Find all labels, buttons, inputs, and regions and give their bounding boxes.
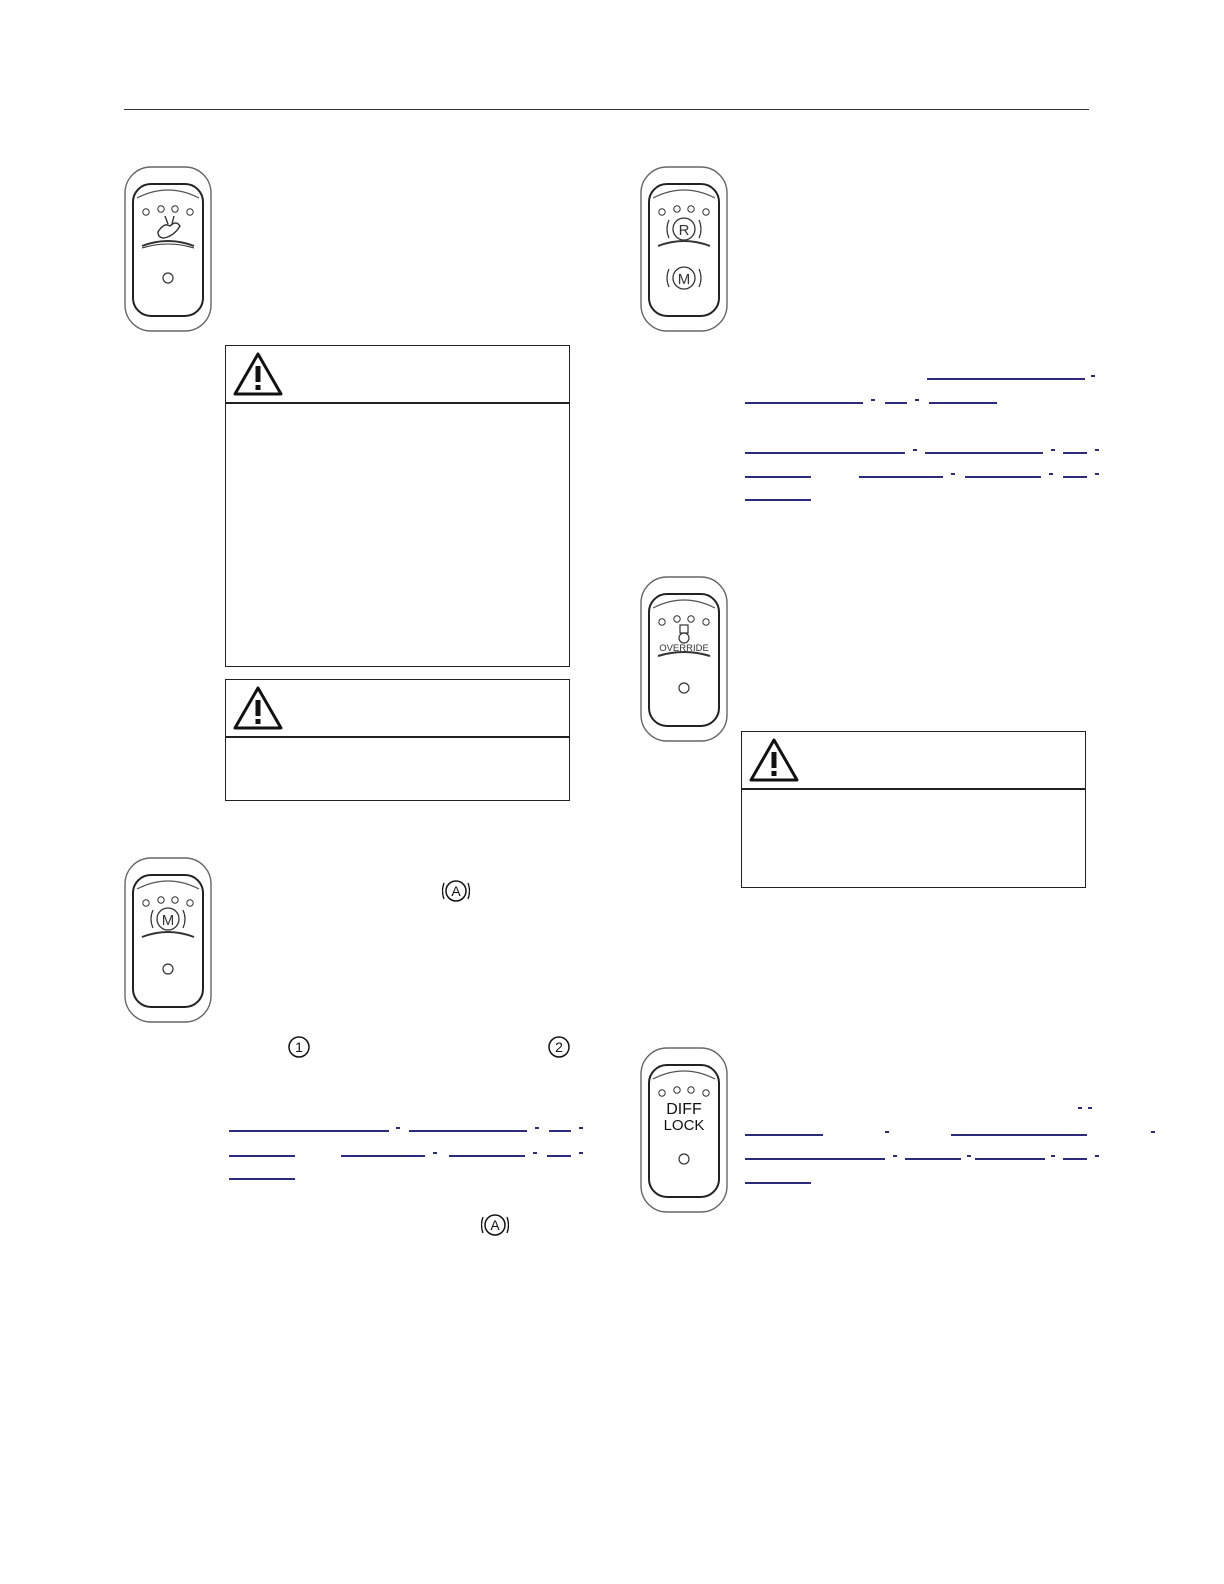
warning-box xyxy=(225,679,570,801)
lock-legend: LOCK xyxy=(663,1117,705,1134)
diff-legend: DIFF xyxy=(666,1101,702,1118)
override-legend: OVERRIDE xyxy=(659,643,709,654)
diff-lock-switch-icon xyxy=(640,1047,728,1213)
cross-reference-links[interactable] xyxy=(745,440,1105,454)
auto-symbol-icon xyxy=(481,1212,509,1238)
auto-symbol-icon xyxy=(442,878,470,904)
manual-letter: M xyxy=(161,912,175,929)
warning-box xyxy=(741,731,1086,888)
brake-release-letter: R xyxy=(678,222,690,239)
parking-brake-switch-icon xyxy=(640,166,728,332)
warning-box xyxy=(225,345,570,667)
step-two-icon xyxy=(546,1034,572,1060)
cross-reference-links[interactable] xyxy=(229,1166,309,1180)
cross-reference-links[interactable] xyxy=(745,464,1105,478)
warning-triangle-icon xyxy=(748,736,800,784)
step-one-icon xyxy=(286,1034,312,1060)
cross-reference-links[interactable] xyxy=(229,1118,589,1132)
cross-reference-links[interactable] xyxy=(745,366,1105,380)
svg-text:1: 1 xyxy=(295,1039,303,1055)
override-switch-icon xyxy=(640,576,728,742)
warning-triangle-icon xyxy=(232,350,284,398)
cross-reference-links[interactable] xyxy=(745,487,825,501)
svg-text:A: A xyxy=(451,883,461,899)
header-rule xyxy=(124,109,1089,110)
cross-reference-links[interactable] xyxy=(745,1098,1105,1112)
cross-reference-links[interactable] xyxy=(745,1146,1105,1160)
cross-reference-links[interactable] xyxy=(745,1170,825,1184)
warning-triangle-icon xyxy=(232,684,284,732)
cross-reference-links[interactable] xyxy=(745,1122,1165,1136)
manual-mode-switch-icon xyxy=(124,857,212,1023)
cross-reference-links[interactable] xyxy=(229,1143,589,1157)
brake-manual-letter: M xyxy=(677,271,691,288)
cross-reference-links[interactable] xyxy=(745,390,1105,404)
svg-text:A: A xyxy=(490,1217,500,1233)
speed-switch-icon xyxy=(124,166,212,332)
svg-text:2: 2 xyxy=(555,1039,563,1055)
